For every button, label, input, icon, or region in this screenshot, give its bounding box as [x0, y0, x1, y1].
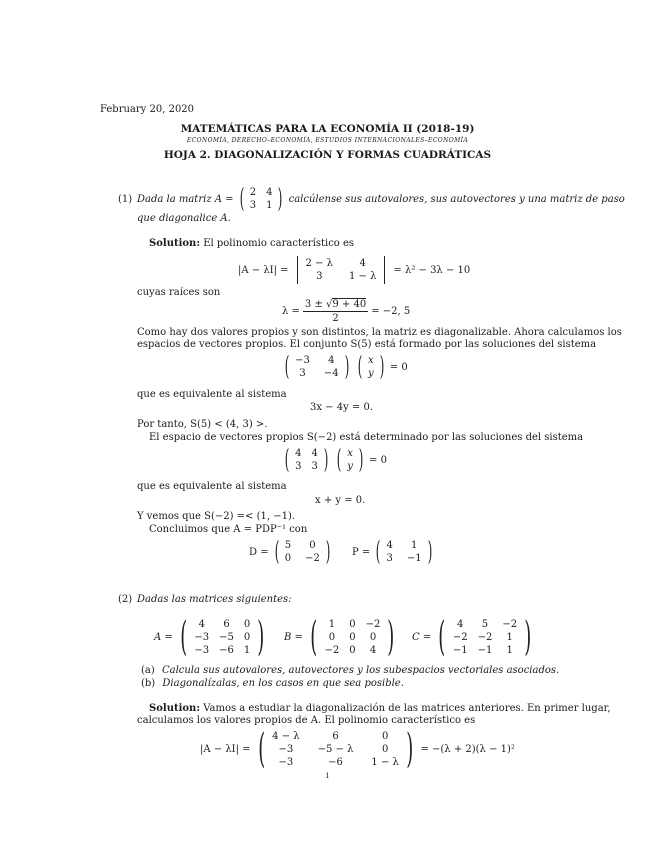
char-rhs: = λ² − 3λ − 10 [393, 264, 471, 276]
cell: −4 [323, 368, 339, 379]
P-matrix [386, 539, 421, 565]
item-b-label: (b) [141, 678, 156, 689]
cell: −6 [219, 644, 234, 656]
roots-fraction [303, 299, 368, 324]
solution-2-text-1: Vamos a estudiar la diagonalización de las matrices anteriores. En primer lugar, [203, 703, 611, 714]
cell: y [367, 368, 374, 379]
cell: −1 [477, 644, 493, 656]
cell: 1 [506, 644, 513, 656]
por-tanto: Por tanto, S(5) < (4, 3) >. [137, 419, 268, 430]
cell: x [347, 448, 353, 459]
solution-1-intro [149, 238, 354, 250]
cell: −5 [219, 631, 234, 643]
cell: 0 [381, 743, 389, 755]
cell: −3 [278, 743, 294, 755]
cell: 3 [249, 200, 257, 211]
cell: −1 [406, 553, 422, 564]
vemos-text: Y vemos que S(−2) =< (1, −1). [137, 511, 296, 522]
cell: −6 [328, 756, 343, 768]
cell: 3 [311, 461, 318, 472]
cell: −5 − λ [317, 743, 354, 755]
problem-1-text-b: calcúlense sus autovalores, sus autovectores y una matriz de paso [288, 193, 625, 205]
char-lhs: |A − λI| = [238, 264, 289, 276]
roots-lhs: λ = [282, 306, 300, 317]
item-b-text: Diagonalízalas, en los casos en que sea posible. [162, 678, 404, 689]
cell: 0 [349, 644, 356, 656]
right-paren: ) [379, 352, 384, 382]
cell: 4 [295, 448, 302, 459]
solution-label: Solution: [149, 703, 201, 714]
left-paren: ( [274, 537, 279, 567]
det-bar-left [297, 256, 298, 284]
cell: 2 [249, 187, 257, 198]
solution-2-line-1 [149, 703, 611, 715]
cell: 4 [198, 618, 205, 630]
item-a-text: Calcula sus autovalores, autovectores y los subespacios vectoriales asociados. [161, 665, 560, 676]
date: February 20, 2020 [100, 104, 195, 115]
det-bar-right [384, 256, 385, 284]
sys2-rhs: = 0 [369, 454, 387, 466]
equiv-text-2: que es equivalente al sistema [137, 481, 287, 492]
roots-sqrt: 9 + 40 [332, 299, 367, 310]
cell: 4 [386, 540, 393, 551]
problem-2-text: Dadas las matrices siguientes: [137, 594, 292, 605]
cell: 0 [349, 631, 356, 643]
C-matrix [453, 618, 517, 657]
sys2-vector [347, 447, 353, 473]
char-matrix-3x3 [272, 730, 399, 769]
cell: 1 [411, 540, 418, 551]
problem-2-number: (2) [118, 594, 133, 605]
B-label: B = [284, 631, 303, 643]
cell: 1 [266, 200, 273, 211]
char-rhs: = −(λ + 2)(λ − 1)² [420, 743, 515, 755]
concluimos-text: Concluimos que A = PDP⁻¹ con [149, 524, 308, 535]
equation-1: 3x − 4y = 0. [310, 402, 374, 413]
cell: −2 [365, 618, 381, 630]
sys1-vector [368, 354, 374, 380]
D-label: D = [249, 546, 269, 558]
left-paren: ( [257, 726, 265, 772]
roots-intro: cuyas raíces son [137, 287, 221, 298]
cell: 3 [299, 368, 306, 379]
roots-denominator: 2 [332, 313, 339, 324]
cell: −2 [477, 631, 493, 643]
page-number: 1 [325, 772, 330, 780]
system-1 [282, 354, 408, 380]
solution-label: Solution: [149, 238, 201, 249]
item-a [141, 665, 559, 677]
cell: 0 [243, 631, 251, 643]
cell: −2 [502, 618, 518, 630]
paragraph-1-line-2: espacios de vectores propios. El conjunto S(5) está formado por las soluciones del sistema [137, 339, 597, 350]
cell: 0 [369, 631, 377, 643]
problem-1-text-a: Dada la matriz A = [137, 193, 234, 205]
item-b [141, 678, 404, 690]
matrix-B [284, 614, 399, 660]
cell: 3 [295, 461, 302, 472]
cell: 3 [316, 271, 323, 282]
C-label: C = [412, 631, 432, 643]
A-matrix [194, 618, 250, 657]
right-paren: ) [524, 614, 532, 660]
matrix-A-3x3 [154, 614, 269, 660]
cell: −2 [305, 553, 320, 564]
right-paren: ) [344, 352, 350, 382]
matrix-A-2x2 [250, 186, 273, 212]
roots-num-a: 3 ± [304, 299, 323, 310]
cell: 1 − λ [371, 756, 399, 768]
cell: −3 [278, 756, 294, 768]
right-paren: ) [257, 614, 265, 660]
sys1-rhs: = 0 [389, 361, 408, 373]
cell: 0 [328, 631, 336, 643]
matrix-D [249, 539, 333, 565]
right-paren: ) [323, 445, 329, 475]
cell: 0 [381, 730, 389, 742]
cell: 5 [284, 540, 292, 551]
cell: −2 [324, 644, 340, 656]
sys1-matrix [295, 354, 339, 380]
char-poly-A [200, 726, 515, 772]
left-paren: ( [284, 445, 290, 475]
left-paren: ( [180, 614, 188, 660]
left-paren: ( [376, 537, 381, 567]
cell: 0 [284, 553, 292, 564]
left-paren: ( [438, 614, 446, 660]
left-paren: ( [310, 614, 318, 660]
cell: 4 [311, 448, 318, 459]
char-lhs: |A − λI| = [200, 743, 251, 755]
D-matrix [285, 539, 320, 565]
left-paren: ( [336, 445, 342, 475]
problem-1-number: (1) [118, 194, 133, 205]
paragraph-2: El espacio de vectores propios S(−2) está determinado por las soluciones del sistema [149, 432, 584, 443]
cell: 4 − λ [272, 730, 300, 742]
P-label: P = [352, 546, 371, 558]
left-paren: ( [239, 184, 244, 214]
equiv-text-1: que es equivalente al sistema [137, 389, 287, 400]
A-label: A = [154, 631, 173, 643]
B-matrix [325, 618, 381, 657]
cell: 6 [223, 618, 230, 630]
matrix-C [412, 614, 536, 660]
problem-1-statement [137, 186, 625, 212]
cell: x [367, 355, 374, 366]
left-paren: ( [357, 352, 363, 382]
cell: 4 [328, 355, 335, 366]
right-paren: ) [387, 614, 395, 660]
right-paren: ) [427, 537, 432, 567]
cell: 2 − λ [305, 258, 333, 269]
roots-equation [282, 299, 410, 324]
sys2-matrix [295, 447, 318, 473]
right-paren: ) [325, 537, 331, 567]
problem-1-text-c: que diagonalice A. [137, 213, 231, 224]
cell: 0 [349, 618, 356, 630]
cell: 4 [266, 187, 273, 198]
subtitle: ECONOMÍA, DERECHO–ECONOMÍA, ESTUDIOS INTERNACIONALES–ECONOMÍA [186, 137, 469, 144]
right-paren: ) [358, 445, 364, 475]
matrix-P [352, 539, 435, 565]
cell: 6 [332, 730, 339, 742]
cell: −3 [194, 631, 210, 643]
item-a-label: (a) [141, 665, 155, 676]
cell: y [347, 461, 353, 472]
cell: 5 [481, 618, 489, 630]
cell: −2 [452, 631, 468, 643]
cell: 4 [369, 644, 377, 656]
system-2 [282, 447, 387, 473]
cell: 1 − λ [348, 271, 377, 282]
right-paren: ) [406, 726, 414, 772]
sheet-title: HOJA 2. DIAGONALIZACIÓN Y FORMAS CUADRÁTICAS [163, 149, 492, 161]
paragraph-1-line-1: Como hay dos valores propios y son distintos, la matriz es diagonalizable. Ahora calculamos los [137, 327, 622, 338]
roots-numerator: 3 ± √9 + 40 [304, 299, 367, 310]
equation-2: x + y = 0. [315, 495, 366, 506]
roots-rhs: = −2, 5 [371, 306, 411, 317]
cell: 4 [359, 258, 366, 269]
cell: 0 [243, 618, 251, 630]
solution-intro-text: El polinomio característico es [203, 238, 355, 249]
cell: 1 [243, 644, 251, 656]
char-matrix [306, 257, 377, 283]
cell: 3 [386, 553, 393, 564]
cell: 4 [457, 618, 464, 630]
cell: 0 [309, 540, 316, 551]
solution-2-line-2: calculamos los valores propios de A. El polinomio característico es [137, 715, 476, 726]
right-paren: ) [278, 184, 283, 214]
page-title: MATEMÁTICAS PARA LA ECONOMÍA II (2018-19) [180, 123, 475, 135]
char-poly-equation [238, 256, 470, 284]
cell: −3 [295, 355, 310, 366]
cell: 1 [328, 618, 336, 630]
cell: 1 [506, 631, 513, 643]
cell: −1 [452, 644, 468, 656]
cell: −3 [194, 644, 210, 656]
left-paren: ( [284, 352, 290, 382]
